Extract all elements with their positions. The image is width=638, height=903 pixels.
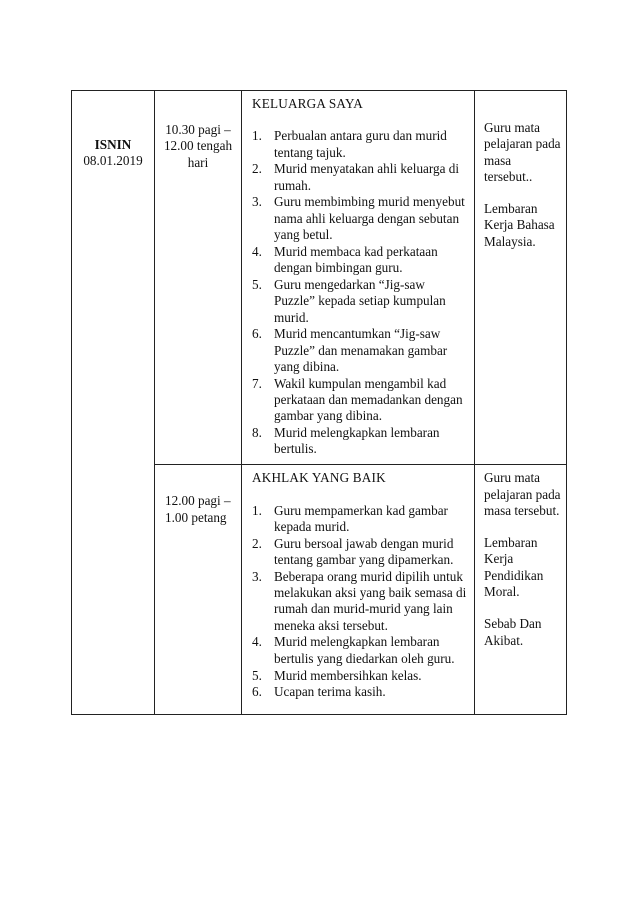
list-item: 6. Murid mencantumkan “Jig-saw Puzzle” dan menamakan gambar yang dibina. <box>252 326 448 374</box>
list-item: 2. Guru bersoal jawab dengan murid tentang gambar yang dipamerkan. <box>252 535 454 567</box>
steps-list <box>252 128 468 457</box>
note-text: Guru mata pelajaran pada masa tersebut. <box>484 470 561 518</box>
list-item: 5. Murid membersihkan kelas. <box>252 667 422 683</box>
lesson-plan-table <box>71 90 567 715</box>
steps-list <box>252 503 468 701</box>
note-text: Sebab Dan Akibat. <box>484 616 542 648</box>
list-item: 8. Murid melengkapkan lembaran bertulis. <box>252 425 440 457</box>
list-item: 3. Beberapa orang murid dipilih untuk melakukan aksi yang baik semasa di rumah dan murid-murid yang lain meneka aksi tersebut. <box>252 568 467 633</box>
time-cell: 12.00 pagi – 1.00 petang <box>155 465 242 715</box>
day-date: 08.01.2019 <box>83 153 143 169</box>
list-item: 2. Murid menyatakan ahli keluarga di rumah. <box>252 161 460 193</box>
list-item: 5. Guru mengedarkan “Jig-saw Puzzle” kepada setiap kumpulan murid. <box>252 276 446 325</box>
session-title: AKHLAK YANG BAIK <box>252 470 386 486</box>
list-item: 4. Murid melengkapkan lembaran bertulis yang diedarkan oleh guru. <box>252 634 455 666</box>
list-item: 4. Murid membaca kad perkataan dengan bimbingan guru. <box>252 243 438 276</box>
list-item: 1. Guru mempamerkan kad gambar kepada murid. <box>252 502 448 534</box>
session-title: KELUARGA SAYA <box>252 96 363 111</box>
note-text: Lembaran Kerja Bahasa Malaysia. <box>484 201 555 249</box>
activity-cell <box>242 465 475 715</box>
note-text: Lembaran Kerja Pendidikan Moral. <box>484 535 544 600</box>
note-text: Guru mata pelajaran pada masa tersebut.. <box>484 120 561 184</box>
notes-cell <box>475 91 567 465</box>
day-cell <box>72 91 155 715</box>
activity-cell <box>242 91 475 465</box>
table-row <box>72 91 567 465</box>
list-item: 7. Wakil kumpulan mengambil kad perkataan dan memadankan dengan gambar yang dibina. <box>252 375 463 424</box>
list-item: 6. Ucapan terima kasih. <box>252 684 386 700</box>
list-item: 1. Perbualan antara guru dan murid tentang tajuk. <box>252 128 447 160</box>
notes-cell <box>475 465 567 715</box>
day-name: ISNIN <box>94 137 132 152</box>
list-item: 3. Guru membimbing murid menyebut nama ahli keluarga dengan sebutan yang betul. <box>252 194 465 243</box>
time-cell: 10.30 pagi – 12.00 tengah hari <box>155 91 242 465</box>
